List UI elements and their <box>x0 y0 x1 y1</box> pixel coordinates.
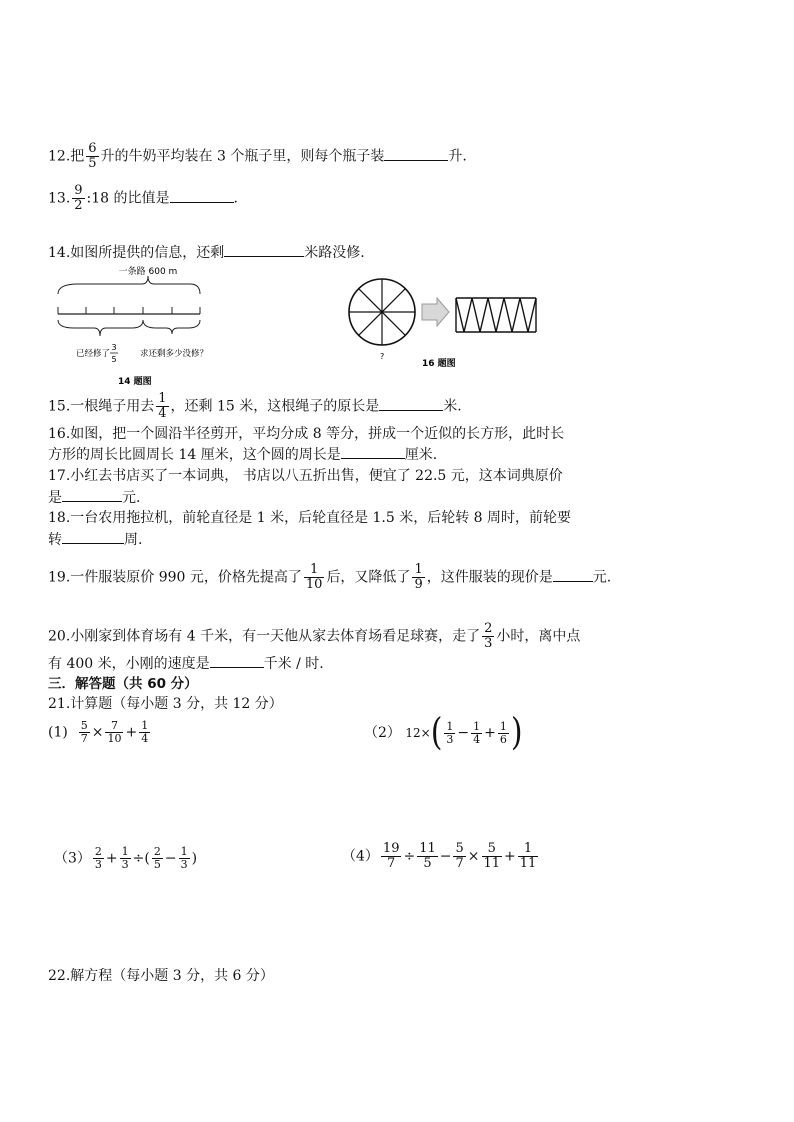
fig14-frac-den: 5 <box>111 355 117 364</box>
q21-part-3: （3） $\frac{2}{3}$ + $\frac{1}{3}$ ÷( $\frac{2}{5}$ − $\frac{1}{3}$ ) <box>54 845 198 871</box>
fig14-caption: 14 题图 <box>118 377 152 387</box>
answer-blank[interactable] <box>384 146 448 161</box>
question-16-line2: 方形的周长比圆周长 14 厘米，这个圆的周长是 厘米. <box>48 444 437 465</box>
fraction: $\frac{1}{10}$ <box>305 562 323 592</box>
question-12: 12.把 $\frac{6}{5}$ 升的牛奶平均装在 3 个瓶子里，则每个瓶子装 升. <box>48 141 467 171</box>
fraction: $\frac{1}{4}$ <box>473 719 481 746</box>
fig16-question-mark: ? <box>380 352 385 361</box>
fraction: $\frac{7}{10}$ <box>107 719 122 745</box>
fig14-frac-num: 3 <box>111 343 117 352</box>
question-19: 19.一件服装原价 990 元，价格先提高了 $\frac{1}{10}$ 后，又降低了 $\frac{1}{9}$ ，这件服装的现价是 元. <box>48 562 612 592</box>
fraction: $\frac{1}{4}$ <box>158 391 167 421</box>
fraction: $\frac{1}{11}$ <box>519 841 537 871</box>
q21-part-1: (1) $\frac{5}{7}$ × $\frac{7}{10}$ + $\frac{1}{4}$ <box>48 719 149 745</box>
fraction: $\frac{1}{3}$ <box>446 719 454 746</box>
fraction: $\frac{1}{3}$ <box>121 845 129 871</box>
figure-16-circle-to-rectangle <box>340 270 550 374</box>
question-15: 15.一根绳子用去 $\frac{1}{4}$ ，还剩 15 米，这根绳子的原长是 米. <box>48 391 462 421</box>
answer-blank[interactable] <box>341 444 405 459</box>
q21-part-4: （4） $\frac{19}{7}$ ÷ $\frac{11}{5}$ − $\frac{5}{7}$ × $\frac{5}{11}$ + $\frac{1}{11}$ <box>342 841 537 871</box>
fraction: $\frac{2}{3}$ <box>94 845 102 871</box>
answer-blank[interactable] <box>553 567 593 582</box>
answer-blank[interactable] <box>210 653 264 668</box>
fraction: $\frac{9}{2}$ <box>74 183 83 213</box>
fraction: $\frac{2}{3}$ <box>484 621 493 651</box>
question-18-line2: 转 周. <box>48 529 142 550</box>
question-14: 14.如图所提供的信息，还剩 米路没修. <box>48 242 365 263</box>
fig14-question-label: 求还剩多少没修？ <box>140 349 209 359</box>
fraction: $\frac{5}{11}$ <box>483 841 501 871</box>
answer-blank[interactable] <box>170 188 234 203</box>
answer-blank[interactable] <box>62 529 124 544</box>
answer-blank[interactable] <box>62 487 122 502</box>
question-22-title: 22.解方程（每小题 3 分，共 6 分） <box>48 968 274 984</box>
fraction: $\frac{1}{6}$ <box>499 719 507 746</box>
answer-blank[interactable] <box>379 396 443 411</box>
q21-part-2: （2） 12×( $\frac{1}{3}$ − $\frac{1}{4}$ + $\frac{1}{6}$ ) <box>364 710 523 755</box>
question-17-line1: 17.小红去书店买了一本词典， 书店以八五折出售，便宜了 22.5 元，这本词典原价 <box>48 468 563 484</box>
fraction: $\frac{5}{7}$ <box>455 841 464 871</box>
question-16-line1: 16.如图，把一个圆沿半径剪开，平均分成 8 等分，拼成一个近似的长方形，此时长 <box>48 426 565 442</box>
question-21-title: 21.计算题（每小题 3 分，共 12 分） <box>48 696 283 712</box>
answer-blank[interactable] <box>224 242 304 257</box>
question-17-line2: 是 元. <box>48 487 140 508</box>
fraction: $\frac{1}{4}$ <box>141 719 149 745</box>
fraction: $\frac{1}{9}$ <box>414 562 423 592</box>
fraction: $\frac{2}{5}$ <box>153 845 161 871</box>
section-3-heading: 三．解答题（共 60 分） <box>48 676 198 692</box>
figure-14-road-diagram <box>48 262 218 390</box>
fraction: $\frac{1}{3}$ <box>180 845 188 871</box>
fraction: $\frac{11}{5}$ <box>419 841 436 871</box>
fig14-repaired-label: 已经修了 <box>76 349 111 359</box>
road-length-label: 一条路 600 m <box>118 267 178 277</box>
fraction: $\frac{6}{5}$ <box>88 141 97 171</box>
question-18-line1: 18.一台农用拖拉机，前轮直径是 1 米，后轮直径是 1.5 米，后轮转 8 周时，前轮要 <box>48 510 572 526</box>
question-20-line1: 20.小刚家到体育场有 4 千米，有一天他从家去体育场看足球赛，走了 $\frac{2}{3}$ 小时，离中点 <box>48 621 581 651</box>
fig16-caption: 16 题图 <box>422 359 456 369</box>
question-13: 13. $\frac{9}{2}$ :18 的比值是 . <box>48 183 238 213</box>
fraction: $\frac{19}{7}$ <box>382 841 400 871</box>
question-20-line2: 有 400 米，小刚的速度是 千米 / 时. <box>48 653 324 674</box>
fraction: $\frac{5}{7}$ <box>80 719 88 745</box>
